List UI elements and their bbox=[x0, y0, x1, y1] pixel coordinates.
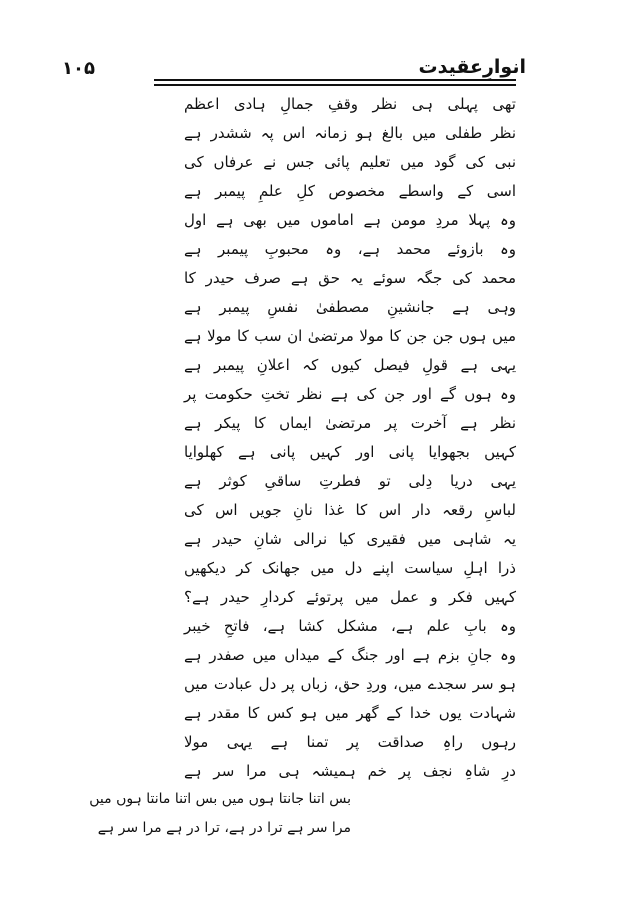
verse-line: اسی کے واسطے مخصوص کلِ علمِ پیمبر ہے bbox=[184, 182, 516, 200]
book-title: انوارِعقیدت bbox=[418, 56, 526, 78]
verse-line: کہیں فکر و عمل میں پرتوئے کردارِ حیدر ہے؟ bbox=[184, 588, 516, 606]
verse-line: یہ شاہی میں فقیری کیا نرالی شانِ حیدر ہے bbox=[184, 530, 516, 548]
closing-verse-line: بس اتنا جانتا ہوں میں بس اتنا مانتا ہوں میں bbox=[89, 791, 351, 807]
verse-line: ہو سر سجدے میں، وردِ حق، زباں پر دل عبادت میں bbox=[184, 675, 516, 693]
verse-line: لباسِ رقعہ دار اس کا غذا نانِ جویں اس کی bbox=[184, 501, 516, 519]
verse-line: وہ ہوں گے اور جن کی ہے نظر تختِ حکومت پر bbox=[184, 385, 516, 403]
verse-line: تھی پہلی ہی نظر وقفِ جمالِ ہادی اعظم bbox=[184, 95, 516, 113]
verse-line: وہ پہلا مردِ مومن ہے اماموں میں بھی ہے اول bbox=[184, 211, 516, 229]
verse-line: وہی ہے جانشینِ مصطفیٰ نفسِ پیمبر ہے bbox=[184, 298, 516, 316]
verse-line: نظر طفلی میں بالغ ہو زمانہ اس پہ ششدر ہے bbox=[184, 124, 516, 142]
page-number: ۱۰۵ bbox=[62, 58, 95, 79]
verse-line: کہیں بجھوایا پانی اور کہیں پانی ہے کھلوایا bbox=[184, 443, 516, 461]
verse-line: یہی دریا دِلی تو فطرتِ ساقیِ کوثر ہے bbox=[184, 472, 516, 490]
poem-body bbox=[184, 90, 516, 786]
verse-line: یہی ہے قولِ فیصل کیوں کہ اعلانِ پیمبر ہے bbox=[184, 356, 516, 374]
verse-line: وہ بازوئے محمد ہے، وہ محبوبِ پیمبر ہے bbox=[184, 240, 516, 258]
verse-line: درِ شاہِ نجف پر خم ہمیشہ ہی مرا سر ہے bbox=[184, 762, 516, 780]
verse-line: میں ہوں جن جن کا مولا مرتضیٰ ان سب کا مولا ہے bbox=[184, 327, 516, 345]
verse-line: نبی کی گود میں تعلیم پائی جس نے عرفاں کی bbox=[184, 153, 516, 171]
verse-line: محمد کی جگہ سوئے یہ حق ہے صرف حیدر کا bbox=[184, 269, 516, 287]
closing-couplet bbox=[89, 785, 351, 843]
verse-line: ذرا اہلِ سیاست اپنے دل میں جھانک کر دیکھیں bbox=[184, 559, 516, 577]
verse-line: وہ بابِ علم ہے، مشکل کشا ہے، فاتحِ خیبر bbox=[184, 617, 516, 635]
verse-line: نظر ہے آخرت پر مرتضیٰ ایماں کا پیکر ہے bbox=[184, 414, 516, 432]
verse-line: وہ جانِ بزم ہے اور جنگ کے میداں میں صفدر ہے bbox=[184, 646, 516, 664]
verse-line: رہوں راہِ صداقت پر تمنا ہے یہی مولا bbox=[184, 733, 516, 751]
header-rule-bottom bbox=[154, 84, 516, 86]
header-rule-top bbox=[154, 79, 516, 81]
verse-line: شہادت یوں خدا کے گھر میں ہو کس کا مقدر ہے bbox=[184, 704, 516, 722]
closing-verse-line: مرا سر ہے ترا در ہے، ترا در ہے مرا سر ہے bbox=[97, 820, 351, 836]
